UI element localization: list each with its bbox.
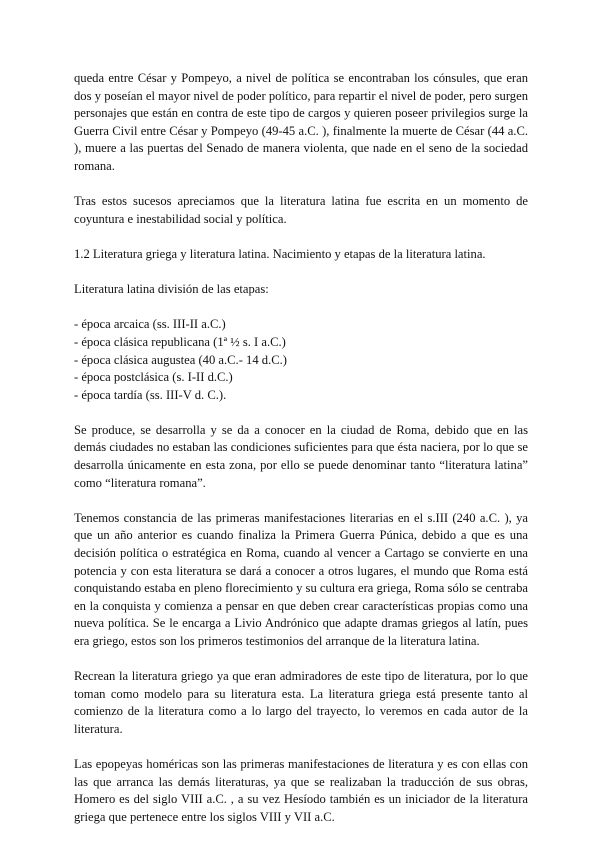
- list-item: - época postclásica (s. I-II d.C.): [74, 370, 233, 385]
- paragraph-civil-war: queda entre César y Pompeyo, a nivel de política se encontraban los cónsules, que eran dos y poseían el mayor nivel de poder político, para repartir el nivel de poder, pero surgen personajes que están en contra de este tipo de cargos y quieren poseer privilegios surge la Guerra Civil entre César y Pompeyo (49-45 a.C. ), finalmente la muerte de César (44 a.C. ), muere a las puertas del Senado de manera violenta, que nade en el seno de la sociedad romana.: [74, 71, 528, 173]
- stages-list: [74, 316, 528, 404]
- paragraph-greek-model: Recrean la literatura griego ya que eran admiradores de este tipo de literatura, por lo que toman como modelo para su literatura esta. La literatura griega está presente tanto al comienzo de la literatura como a lo largo del trayecto, lo veremos en cada autor de la literatura.: [74, 669, 528, 736]
- list-item: - época clásica augustea (40 a.C.- 14 d.C.): [74, 352, 287, 367]
- list-item: - época tardía (ss. III-V d. C.).: [74, 387, 227, 402]
- document-page: [74, 70, 528, 844]
- paragraph-instability: Tras estos sucesos apreciamos que la literatura latina fue escrita en un momento de coyuntura e inestabilidad social y política.: [74, 194, 528, 226]
- paragraph-first-manifestations: Tenemos constancia de las primeras manifestaciones literarias en el s.III (240 a.C. ), ya que un año anterior es cuando finaliza la Primera Guerra Púnica, debido a que es una decisión política o estratégica en Roma, cuando al vencer a Cartago se convierte en una potencia y con esta literatura se dará a conocer a otros lugares, el mundo que Roma está conquistando estaba en pleno florecimiento y su cultura era griega, Roma sólo se centraba en la conquista y comienza a pensar en que deben crear características propias como una nueva política. Se le encarga a Livio Andrónico que adapte dramas griegos al latín, pues era griego, estos son los primeros testimonios del arranque de la literatura latina.: [74, 510, 528, 648]
- section-heading: 1.2 Literatura griega y literatura latina. Nacimiento y etapas de la literatura latina.: [74, 246, 486, 261]
- list-item: - época clásica republicana (1ª ½ s. I a.C.): [74, 334, 286, 349]
- list-item: - época arcaica (ss. III-II a.C.): [74, 317, 226, 332]
- paragraph-homeric-epics: Las epopeyas homéricas son las primeras manifestaciones de literatura y es con ellas con las que arranca las demás literaturas, ya que se realizaban la traducción de sus obras, Homero es del siglo VIII a.C. , a su vez Hesíodo también es un iniciador de la literatura griega que pertenece entre los siglos VIII y VII a.C.: [74, 757, 528, 824]
- paragraph-rome-origin: Se produce, se desarrolla y se da a conocer en la ciudad de Roma, debido que en las demás ciudades no estaban las condiciones suficientes para que ésta naciera, por lo que se desarrolla únicamente en esta zona, por ello se puede denominar tanto “literatura latina” como “literatura romana”.: [74, 422, 528, 490]
- list-intro: Literatura latina división de las etapas:: [74, 282, 269, 297]
